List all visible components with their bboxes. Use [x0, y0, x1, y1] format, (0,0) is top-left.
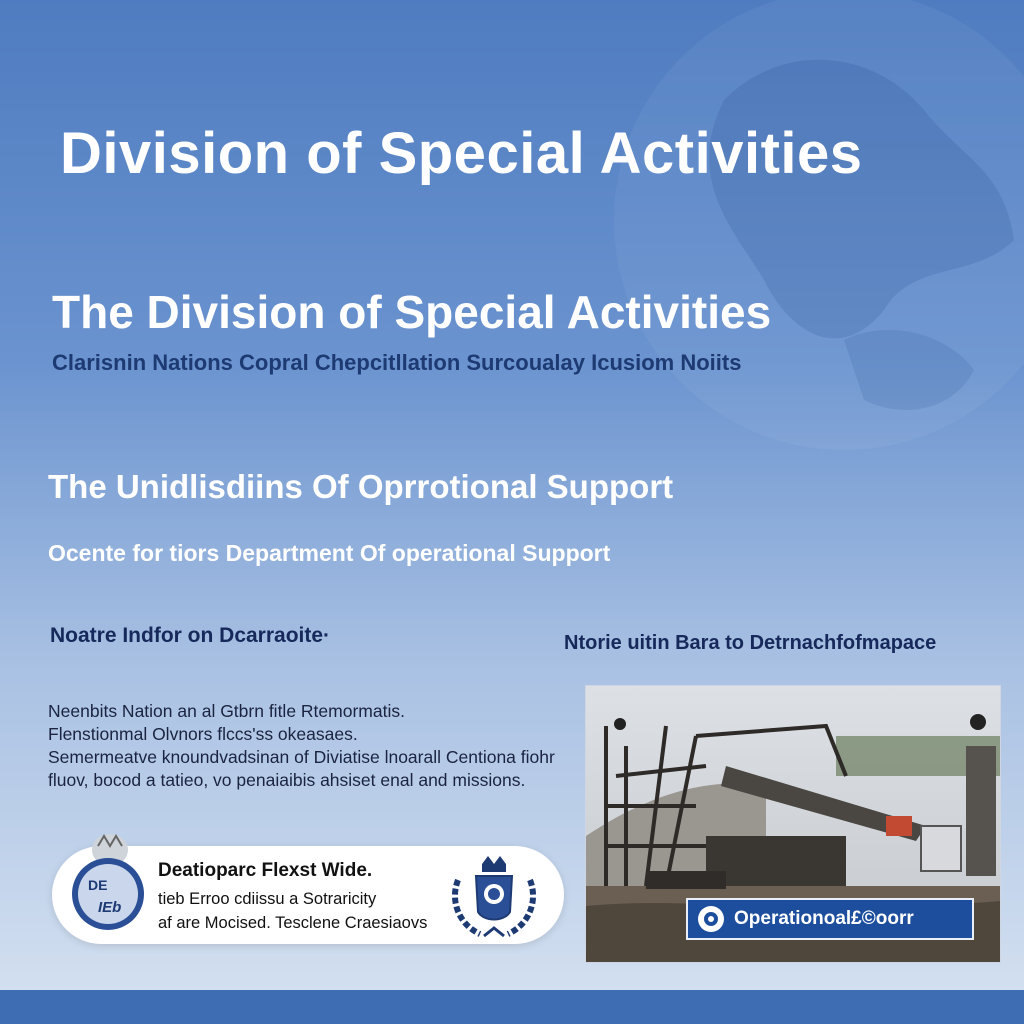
background-globe-decoration	[544, 0, 1024, 500]
department-logo-icon	[68, 832, 148, 952]
paragraph-line: Flenstionmal Olvnors flccs'ss okeasaes.	[48, 724, 358, 744]
operations-line: Ocente for tiors Department Of operational Support	[48, 540, 611, 566]
paragraph-line: fluov, bocod a tatieo, vo penaiaibis ahsiset enal and missions.	[48, 770, 526, 790]
logo-left-text: DE	[88, 877, 108, 893]
left-section-label: Noatre Indfor on Dcarraoite·	[50, 624, 331, 647]
info-card	[52, 846, 564, 944]
card-line-1: tieb Erroo cdiissu a Sotraricity	[158, 890, 377, 908]
paragraph-line: Semermeatve knoundvadsinan of Diviatise lnoarall Centiona fiohr	[48, 747, 555, 767]
emblem-wreath-icon	[444, 850, 544, 942]
card-title: Deatioparc Flexst Wide.	[158, 860, 373, 881]
card-line-2: af are Mocised. Tesclene Craesiaovs	[158, 914, 428, 932]
paragraph-line: Neenbits Nation an al Gtbrn fitle Rtemormatis.	[48, 701, 405, 721]
operations-heading: The Unidlisdiins Of Oprrotional Support	[48, 468, 674, 505]
logo-left-subtext: IEb	[98, 899, 122, 916]
right-section-label: Ntorie uitin Bara to Detrnachfofmapace	[564, 632, 937, 654]
gear-emblem-icon	[696, 904, 726, 934]
section-subtitle: The Division of Special Activities	[52, 286, 772, 338]
tagline: Clarisnin Nations Copral Chepcitllation Surcoualay Icusiom Noiits	[52, 350, 742, 375]
description-paragraph	[48, 700, 578, 792]
footer-bar	[0, 990, 1024, 1024]
operational-banner	[686, 898, 974, 940]
industrial-site-photo	[585, 685, 1001, 963]
page-title: Division of Special Activities	[60, 121, 863, 186]
banner-text: Operationoal£©oorr	[734, 908, 914, 929]
